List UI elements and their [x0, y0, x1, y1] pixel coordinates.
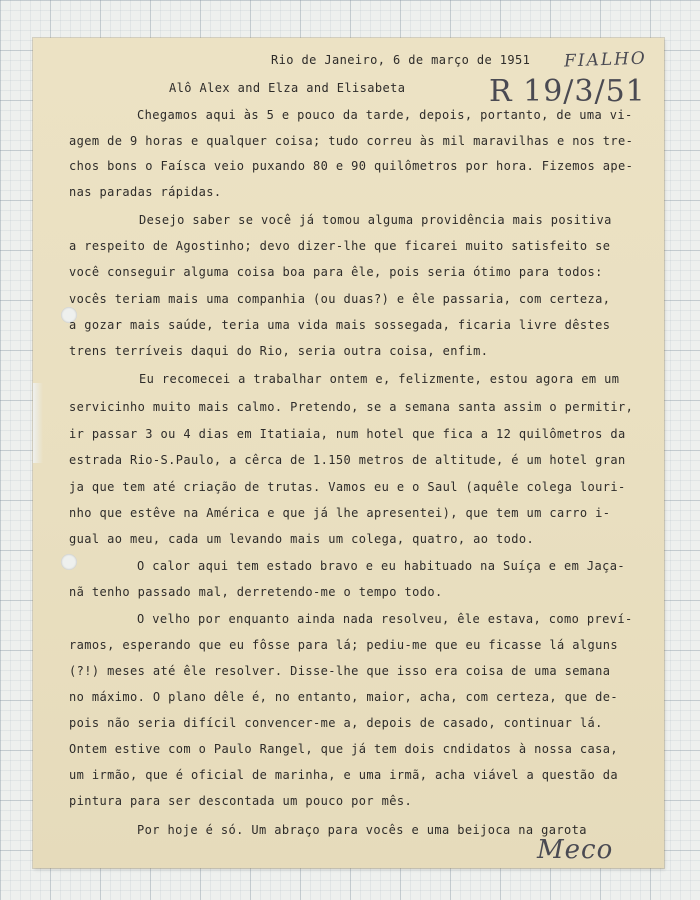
body-line: nã tenho passado mal, derretendo-me o tempo todo. — [69, 585, 443, 599]
body-line: agem de 9 horas e qualquer coisa; tudo correu às mil maravilhas e nos tre- — [69, 134, 634, 148]
annotation-fialho: FIALHO — [563, 48, 648, 72]
body-line: trens terríveis daqui do Rio, seria outra coisa, enfim. — [69, 344, 489, 358]
place-date-line: Rio de Janeiro, 6 de março de 1951 — [271, 53, 531, 67]
body-line: O velho por enquanto ainda nada resolveu, êle estava, como prevı́- — [137, 612, 633, 626]
body-line: O calor aqui tem estado bravo e eu habituado na Suíça e em Jaça- — [137, 559, 625, 573]
body-line: ramos, esperando que eu fôsse para lá; pediu-me que eu ficasse lá alguns — [69, 638, 618, 652]
body-line: gual ao meu, cada um levando mais um colega, quatro, ao todo. — [69, 532, 535, 546]
body-line: Eu recomecei a trabalhar ontem e, felizmente, estou agora em um — [139, 372, 620, 386]
body-line: (?!) meses até êle resolver. Disse-lhe que isso era coisa de uma semana — [69, 664, 611, 678]
body-line: no máximo. O plano dêle é, no entanto, maior, acha, com certeza, que de- — [69, 690, 618, 704]
body-line: nas paradas rápidas. — [69, 185, 222, 199]
body-line: Chegamos aqui às 5 e pouco da tarde, depois, portanto, de uma vi- — [137, 108, 633, 122]
body-line: vocês teriam mais uma companhia (ou duas?) e êle passaria, com certeza, — [69, 292, 611, 306]
body-line: chos bons o Faísca veio puxando 80 e 90 quilômetros por hora. Fizemos ape- — [69, 159, 634, 173]
body-line: Desejo saber se você já tomou alguma providência mais positiva — [139, 213, 612, 227]
body-line: ja que tem até criação de trutas. Vamos eu e o Saul (aquêle colega louri- — [69, 480, 626, 494]
punch-hole-lower — [61, 554, 77, 570]
body-line: nho que estêve na América e que já lhe apresentei), que tem um carro i- — [69, 506, 611, 520]
body-line: pintura para ser descontada um pouco por mês. — [69, 794, 413, 808]
annotation-received-date: R 19/3/51 — [489, 74, 646, 109]
torn-edge — [33, 383, 43, 463]
body-line: a respeito de Agostinho; devo dizer-lhe que ficarei muito satisfeito se — [69, 239, 611, 253]
body-line: Ontem estive com o Paulo Rangel, que já tem dois cndidatos à nossa casa, — [69, 742, 618, 756]
body-line: pois não seria difícil convencer-me a, depois de casado, continuar lá. — [69, 716, 603, 730]
signature: Meco — [537, 835, 614, 865]
body-line: a gozar mais saúde, teria uma vida mais sossegada, ficaria livre dêstes — [69, 318, 611, 332]
body-line: ir passar 3 ou 4 dias em Itatiaia, num hotel que fica a 12 quilômetros da — [69, 427, 626, 441]
body-line: servicinho muito mais calmo. Pretendo, se a semana santa assim o permitir, — [69, 400, 634, 414]
body-line: você conseguir alguma coisa boa para êle, pois seria ótimo para todos: — [69, 265, 603, 279]
salutation-line: Alô Alex and Elza and Elisabeta — [169, 81, 406, 95]
body-line: um irmão, que é oficial de marinha, e uma irmã, acha viável a questão da — [69, 768, 618, 782]
body-line: estrada Rio-S.Paulo, a cêrca de 1.150 metros de altitude, é um hotel gran — [69, 453, 626, 467]
closing-line: Por hoje é só. Um abraço para vocês e uma beijoca na garota — [137, 823, 587, 837]
letter-sheet — [33, 38, 664, 868]
